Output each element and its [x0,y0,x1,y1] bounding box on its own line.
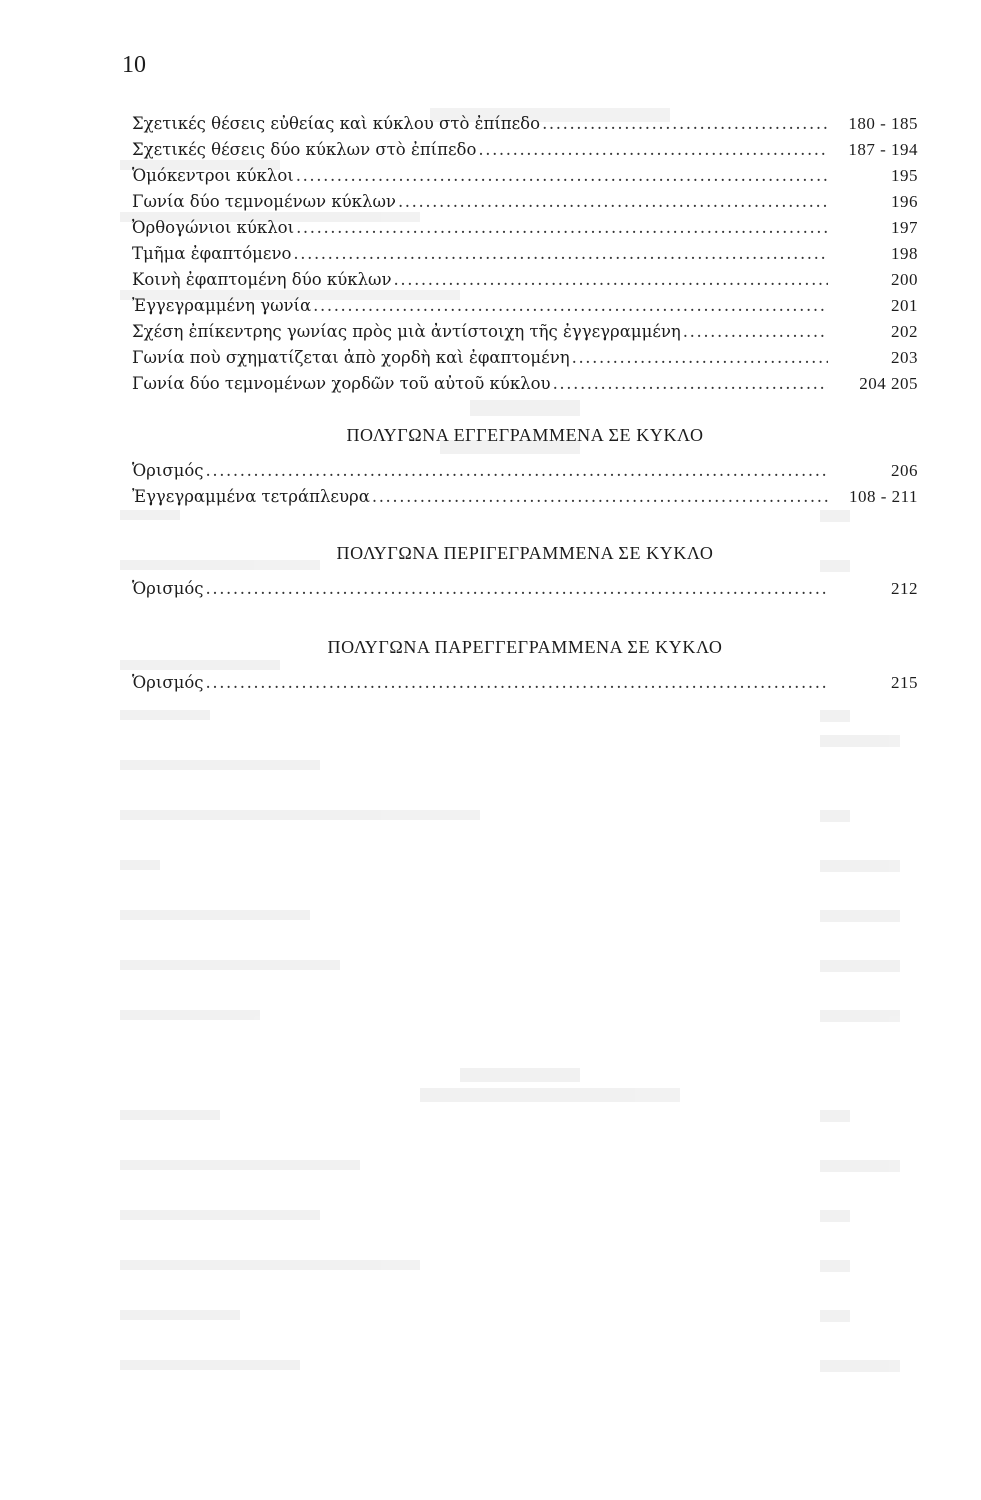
dot-leader [572,347,828,369]
dot-leader [542,113,828,135]
toc-entry-label: Ὁρισμός [132,673,204,692]
toc-entry-label: Γωνία δύο τεμνομένων χορδῶν τοῦ αὐτοῦ κύκλου [132,374,551,393]
toc-entry-pages: 195 [891,166,918,185]
dot-leader [394,269,828,291]
section-heading: ΠΟΛΥΓΩΝΑ ΠΕΡΙΓΕΓΡΑΜΜΕΝΑ ΣΕ ΚΥΚΛΟ [336,543,714,563]
toc-entry-pages: 215 [891,673,918,692]
toc-entry [132,578,918,600]
dot-leader [398,191,828,213]
section-heading: ΠΟΛΥΓΩΝΑ ΠΑΡΕΓΓΕΓΡΑΜΜΕΝΑ ΣΕ ΚΥΚΛΟ [327,637,723,657]
toc-entry-pages: 204 205 [859,374,918,393]
toc-entry-pages: 206 [891,461,918,480]
toc-entry-label: Σχέση ἐπίκεντρης γωνίας πρὸς μιὰ ἀντίστοιχη τῆς ἐγγεγραμμένη [132,322,681,341]
dot-leader [683,321,828,343]
toc-entry-label: Γωνία ποὺ σχηματίζεται ἀπὸ χορδὴ καὶ ἐφαπτομένη [132,348,570,367]
toc-entry [132,113,918,135]
toc-entry [132,486,918,508]
toc-entry [132,139,918,161]
toc-entry-label: Γωνία δύο τεμνομένων κύκλων [132,192,396,211]
toc-entry-label: Κοινὴ ἐφαπτομένη δύο κύκλων [132,270,392,289]
dot-leader [372,486,828,508]
toc-entry [132,269,918,291]
toc-entry-pages: 197 [891,218,918,237]
dot-leader [296,165,828,187]
page-number: 10 [122,52,146,78]
dot-leader [313,295,828,317]
toc-entry-pages: 203 [891,348,918,367]
toc-entry [132,243,918,265]
dot-leader [478,139,828,161]
toc-entry [132,191,918,213]
toc-entry-label: Ὀρθογώνιοι κύκλοι [132,218,295,237]
toc-entry-pages: 201 [891,296,918,315]
toc-entry-label: Σχετικές θέσεις δύο κύκλων στὸ ἐπίπεδο [132,140,477,159]
toc-entry [132,373,918,395]
toc-entry-pages: 212 [891,579,918,598]
section-heading: ΠΟΛΥΓΩΝΑ ΕΓΓΕΓΡΑΜΜΕΝΑ ΣΕ ΚΥΚΛΟ [346,425,704,445]
toc-entry [132,321,918,343]
toc-entry [132,460,918,482]
toc-entry-pages: 180 - 185 [848,114,918,133]
toc-entry [132,217,918,239]
toc-entry-label: Τμῆμα ἐφαπτόμενο [132,244,292,263]
dot-leader [206,672,828,694]
toc-entry-pages: 198 [891,244,918,263]
toc-entry-label: Ὁρισμός [132,461,204,480]
toc-entry-label: Ὁμόκεντροι κύκλοι [132,166,294,185]
dot-leader [206,460,828,482]
toc-entry-label: Ἐγγεγραμμένα τετράπλευρα [132,487,370,506]
toc-entry [132,347,918,369]
toc-entry [132,165,918,187]
toc-entry-pages: 196 [891,192,918,211]
dot-leader [206,578,828,600]
toc-entry [132,295,918,317]
toc-entry-label: Ἐγγεγραμμένη γωνία [132,296,312,315]
dot-leader [296,217,828,239]
toc-entry-label: Σχετικές θέσεις εὐθείας καὶ κύκλου στὸ ἐπίπεδο [132,114,541,133]
toc-entry [132,672,918,694]
dot-leader [293,243,828,265]
toc-entry-pages: 200 [891,270,918,289]
toc-entry-pages: 108 - 211 [848,487,918,506]
toc-entry-pages: 202 [891,322,918,341]
toc-entry-pages: 187 - 194 [848,140,918,159]
dot-leader [553,373,828,395]
toc-entry-label: Ὁρισμός [132,579,204,598]
